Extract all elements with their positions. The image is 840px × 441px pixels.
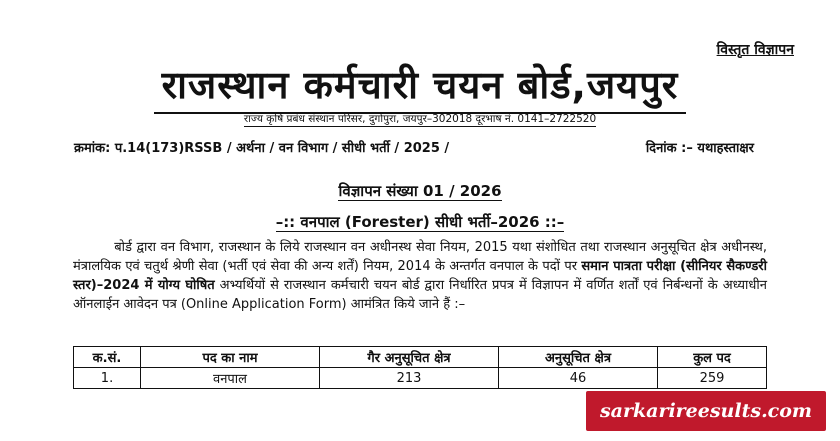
post-heading xyxy=(0,212,840,232)
advertisement-number-text: विज्ञापन संख्या 01 / 2026 xyxy=(338,182,502,200)
col-header-scheduled: अनुसूचित क्षेत्र xyxy=(499,347,658,368)
reference-date: दिनांक :– यथाहस्ताक्षर xyxy=(645,141,754,156)
intro-text-bold: समान पात्रता परीक्षा (सीनियर सैकण्डरी स्तर)–2024 में योग्य घोषित xyxy=(73,259,767,293)
table-header-row xyxy=(74,347,767,368)
table-row xyxy=(74,368,767,389)
cell-serial: 1. xyxy=(74,368,141,389)
detailed-advertisement-tag: विस्तृत विज्ञापन xyxy=(716,42,794,58)
advertisement-number xyxy=(0,181,840,201)
board-address-text: राज्य कृषि प्रबंध संस्थान परिसर, दुर्गापुरा, जयपुर–302018 दूरभाष नं. 0141–2722520 xyxy=(243,113,597,125)
col-header-total: कुल पद xyxy=(658,347,767,368)
cell-scheduled: 46 xyxy=(499,368,658,389)
intro-text-part1: बोर्ड द्वारा वन विभाग, राजस्थान के लिये राजस्थान वन अधीनस्थ सेवा नियम, 2015 यथा संशोधित तथा राजस्थान अनुसूचित क्षेत्र अधीनस्थ, मंत्रालयिक एवं चतुर्थ श्रेणी सेवा (भर्ती एवं सेवा की अन्य शर्तें) नियम, 2014 के अन्तर्गत वनपाल के पदों पर xyxy=(73,240,767,274)
board-address xyxy=(0,112,840,126)
intro-paragraph xyxy=(73,238,767,314)
col-header-serial: क.सं. xyxy=(74,347,141,368)
col-header-non-scheduled: गैर अनुसूचित क्षेत्र xyxy=(320,347,499,368)
watermark-badge: sarkarireesults.com xyxy=(586,391,826,431)
board-title xyxy=(0,58,840,114)
col-header-post-name: पद का नाम xyxy=(141,347,320,368)
post-heading-text: –:: वनपाल (Forester) सीधी भर्ती–2026 ::– xyxy=(275,213,565,231)
reference-line xyxy=(74,138,754,156)
intro-text-part2: अभ्यर्थियों से राजस्थान कर्मचारी चयन बोर्ड द्वारा निर्धारित प्रपत्र में विज्ञापन में वर्णित शर्तों एवं निर्बन्धनों के अध्याधीन ऑनलाईन आवेदन पत्र (Online Application Form) आमंत्रित किये जाने हैं :– xyxy=(73,278,768,312)
cell-non-scheduled: 213 xyxy=(320,368,499,389)
cell-post-name: वनपाल xyxy=(141,368,320,389)
posts-table xyxy=(73,346,767,389)
cell-total: 259 xyxy=(658,368,767,389)
reference-number: क्रमांक: प.14(173)RSSB / अर्थना / वन विभाग / सीधी भर्ती / 2025 / xyxy=(74,141,450,156)
board-title-text: राजस्थान कर्मचारी चयन बोर्ड,जयपुर xyxy=(154,58,687,114)
